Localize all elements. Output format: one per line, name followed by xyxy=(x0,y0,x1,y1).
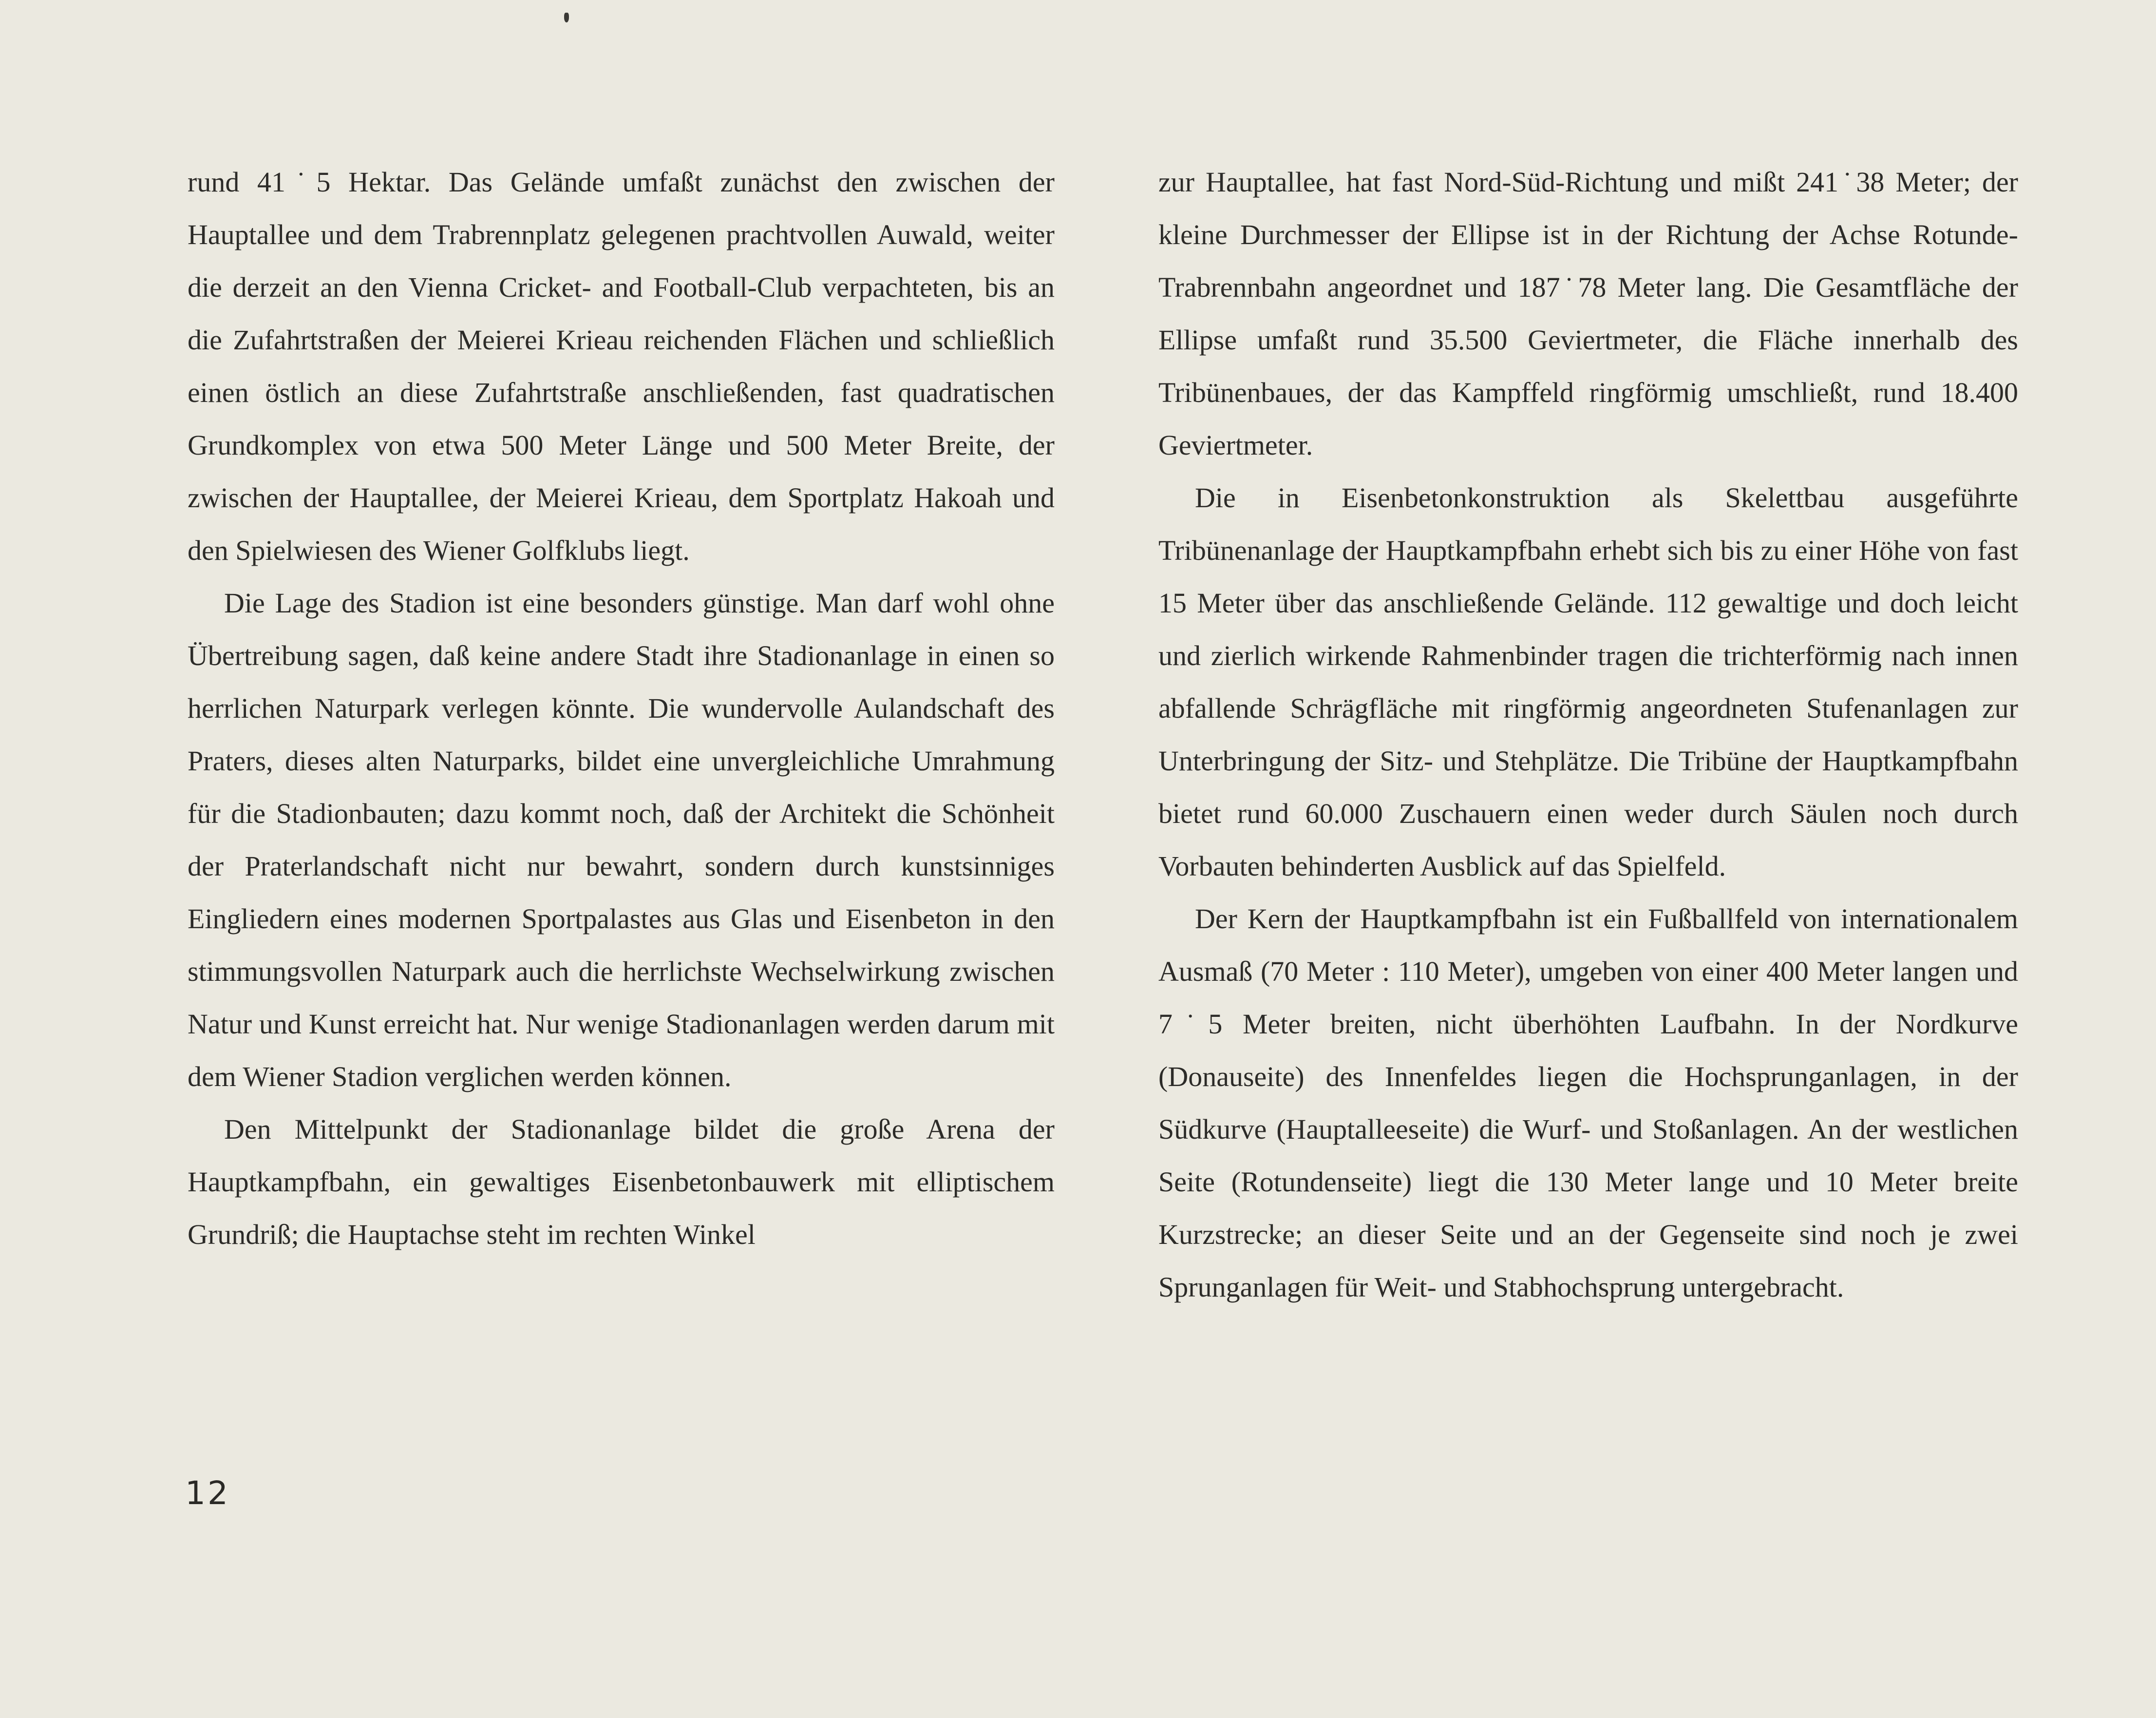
ink-mark xyxy=(564,13,569,22)
left-paragraph-3: Den Mittelpunkt der Stadionanlage bildet die große Arena der Hauptkampfbahn, ein gewaltiges Eisenbetonbauwerk mit elliptischem Grundriß; die Hauptachse steht im rechten Winkel xyxy=(188,1113,1055,1250)
left-paragraph-1: rund 41˙5 Hektar. Das Gelände umfaßt zunächst den zwischen der Hauptallee und dem Trabrennplatz gelegenen prachtvollen Auwald, weiter die derzeit an den Vienna Cricket- and Football-Club verpachteten, bis an die Zufahrtstraßen der Meierei Krieau reichenden Flächen und schließlich einen östlich an diese Zufahrtstraße anschließenden, fast quadratischen Grundkomplex von etwa 500 Meter Länge und 500 Meter Breite, der zwischen der Hauptallee, der Meierei Krieau, dem Sportplatz Hakoah und den Spielwiesen des Wiener Golfklubs liegt. xyxy=(188,166,1055,566)
right-paragraph-3: Der Kern der Hauptkampfbahn ist ein Fußballfeld von internationalem Ausmaß (70 Meter : 110 Meter), umgeben von einer 400 Meter langen und 7˙5 Meter breiten, nicht überhöhten Laufbahn. In der Nordkurve (Donauseite) des Innenfeldes liegen die Hochsprunganlagen, in der Südkurve (Hauptalleeseite) die Wurf- und Stoßanlagen. An der westlichen Seite (Rotundenseite) liegt die 130 Meter lange und 10 Meter breite Kurzstrecke; an dieser Seite und an der Gegenseite sind noch je zwei Sprunganlagen für Weit- und Stabhochsprung untergebracht. xyxy=(1158,903,2018,1303)
page-number: 12 xyxy=(185,1474,230,1512)
right-column xyxy=(1158,156,2018,1314)
left-column xyxy=(188,156,1055,1261)
left-paragraph-2: Die Lage des Stadion ist eine besonders günstige. Man darf wohl ohne Übertreibung sagen, daß keine andere Stadt ihre Stadionanlage in einen so herrlichen Naturpark verlegen könnte. Die wundervolle Aulandschaft des Praters, dieses alten Naturparks, bildet eine unvergleichliche Umrahmung für die Stadionbauten; dazu kommt noch, daß der Architekt die Schönheit der Praterlandschaft nicht nur bewahrt, sondern durch kunstsinniges Eingliedern eines modernen Sportpalastes aus Glas und Eisenbeton in den stimmungsvollen Naturpark auch die herrlichste Wechselwirkung zwischen Natur und Kunst erreicht hat. Nur wenige Stadionanlagen werden darum mit dem Wiener Stadion verglichen werden können. xyxy=(188,587,1055,1092)
right-paragraph-1: zur Hauptallee, hat fast Nord-Süd-Richtung und mißt 241˙38 Meter; der kleine Durchmesser der Ellipse ist in der Richtung der Achse Rotunde-Trabrennbahn angeordnet und 187˙78 Meter lang. Die Gesamtfläche der Ellipse umfaßt rund 35.500 Geviertmeter, die Fläche innerhalb des Tribünenbaues, der das Kampffeld ringförmig umschließt, rund 18.400 Geviertmeter. xyxy=(1158,166,2018,461)
right-paragraph-2: Die in Eisenbetonkonstruktion als Skelettbau ausgeführte Tribünenanlage der Hauptkampfbahn erhebt sich bis zu einer Höhe von fast 15 Meter über das anschließende Gelände. 112 gewaltige und doch leicht und zierlich wirkende Rahmenbinder tragen die trichterförmig nach innen abfallende Schrägfläche mit ringförmig angeordneten Stufenanlagen zur Unterbringung der Sitz- und Stehplätze. Die Tribüne der Hauptkampfbahn bietet rund 60.000 Zuschauern einen weder durch Säulen noch durch Vorbauten behinderten Ausblick auf das Spielfeld. xyxy=(1158,482,2018,882)
